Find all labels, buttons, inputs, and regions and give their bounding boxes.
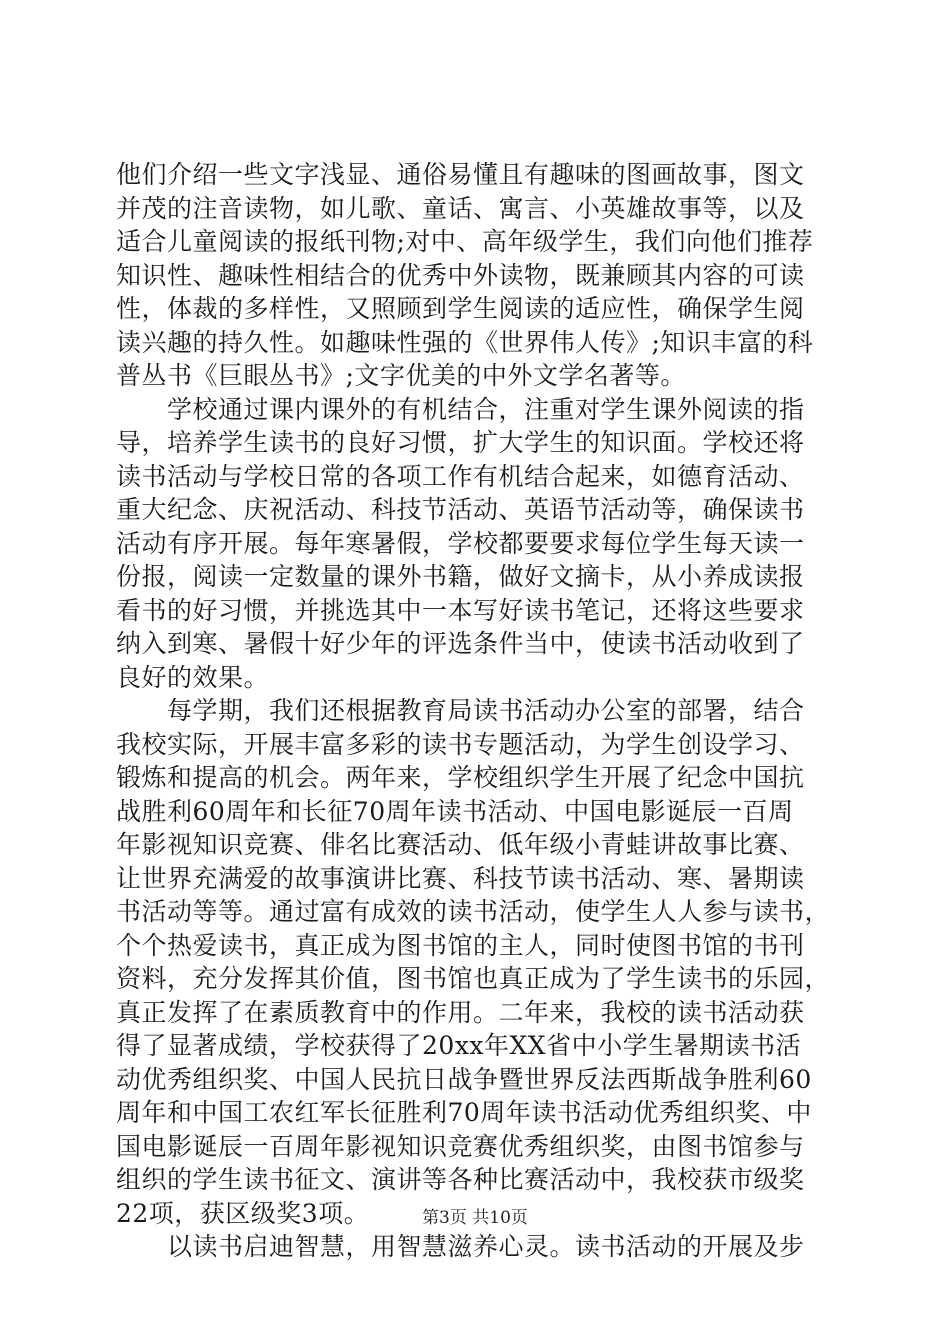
text-line: 组织的学生读书征文、演讲等各种比赛活动中，我校获市级奖 xyxy=(116,1165,805,1194)
text-line: 22项，获区级奖3项。 xyxy=(116,1198,370,1228)
text-line: 以读书启迪智慧，用智慧滋养心灵。读书活动的开展及步 xyxy=(116,1232,805,1261)
text-line: 读书活动与学校日常的各项工作有机结合起来，如德育活动、 xyxy=(116,461,805,491)
text-line: 知识性、趣味性相结合的优秀中外读物，既兼顾其内容的可读 xyxy=(116,260,805,290)
text-line: 良好的效果。 xyxy=(116,662,270,692)
text-line: 锻炼和提高的机会。两年来，学校组织学生开展了纪念中国抗 xyxy=(116,763,805,792)
text-line: 真正发挥了在素质教育中的作用。二年来，我校的读书活动获 xyxy=(116,997,805,1027)
text-line: 学校通过课内课外的有机结合，注重对学生课外阅读的指 xyxy=(116,394,805,424)
text-line: 得了显著成绩，学校获得了20xx年XX省中小学生暑期读书活 xyxy=(116,1031,802,1060)
body-text xyxy=(116,158,836,1264)
text-line: 重大纪念、庆祝活动、科技节活动、英语节活动等，确保读书 xyxy=(116,495,805,524)
text-line: 适合儿童阅读的报纸刊物;对中、高年级学生，我们向他们推荐 xyxy=(116,227,814,256)
text-line: 动优秀组织奖、中国人民抗日战争暨世界反法西斯战争胜利60 xyxy=(116,1064,812,1094)
text-line: 每学期，我们还根据教育局读书活动办公室的部署，结合 xyxy=(116,696,805,725)
text-line: 份报，阅读一定数量的课外书籍，做好文摘卡，从小养成读报 xyxy=(116,562,805,591)
text-line: 个个热爱读书，真正成为图书馆的主人，同时使图书馆的书刊 xyxy=(116,930,805,960)
text-line: 周年和中国工农红军长征胜利70周年读书活动优秀组织奖、中 xyxy=(116,1098,812,1127)
text-line: 年影视知识竞赛、俳名比赛活动、低年级小青蛙讲故事比赛、 xyxy=(116,830,805,859)
text-line: 资料，充分发挥其价值，图书馆也真正成为了学生读书的乐园， xyxy=(116,964,831,993)
text-line: 国电影诞辰一百周年影视知识竞赛优秀组织奖，由图书馆参与 xyxy=(116,1131,805,1161)
text-line: 纳入到寒、暑假十好少年的评选条件当中，使读书活动收到了 xyxy=(116,629,805,658)
text-line: 他们介绍一些文字浅显、通俗易懂且有趣味的图画故事，图文 xyxy=(116,160,805,189)
text-line: 读兴趣的持久性。如趣味性强的《世界伟人传》;知识丰富的科 xyxy=(116,327,814,357)
text-line: 看书的好习惯，并挑选其中一本写好读书笔记，还将这些要求 xyxy=(116,595,805,625)
text-line: 战胜利60周年和长征70周年读书活动、中国电影诞辰一百周 xyxy=(116,796,794,826)
text-line: 普丛书《巨眼丛书》;文字优美的中外文学名著等。 xyxy=(116,361,686,390)
text-line: 书活动等等。通过富有成效的读书活动，使学生人人参与读书， xyxy=(116,897,831,926)
text-line: 并茂的注音读物，如儿歌、童话、寓言、小英雄故事等，以及 xyxy=(116,193,805,223)
text-line: 我校实际，开展丰富多彩的读书专题活动，为学生创设学习、 xyxy=(116,729,805,759)
page-footer: 第3页 共10页 xyxy=(422,1208,528,1228)
text-line: 让世界充满爱的故事演讲比赛、科技节读书活动、寒、暑期读 xyxy=(116,863,805,893)
text-line: 导，培养学生读书的良好习惯，扩大学生的知识面。学校还将 xyxy=(116,428,805,457)
text-line: 性，体裁的多样性，又照顾到学生阅读的适应性，确保学生阅 xyxy=(116,294,805,323)
text-line: 活动有序开展。每年寒暑假，学校都要要求每位学生每天读一 xyxy=(116,528,805,558)
